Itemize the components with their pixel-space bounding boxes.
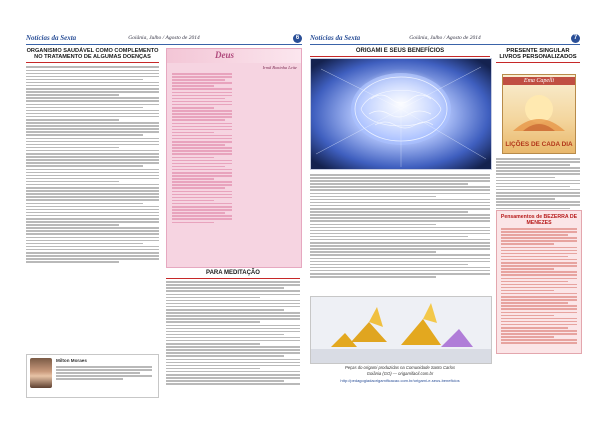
article-title: ORIGAMI E SEUS BENEFÍCIOS [355, 48, 445, 54]
left-page [26, 34, 302, 384]
site-url[interactable]: http://pedagogiadaorigamificacao.com.br/origami-e-seus-beneficios [340, 378, 460, 383]
main-article [26, 48, 159, 363]
article-title: ORGANISMO SAUDÁVEL COMO COMPLEMENTO NO TRATAMENTO DE ALGUMAS DOENÇAS [26, 48, 159, 61]
page-number: 7 [571, 34, 580, 43]
book-illustration [503, 87, 575, 135]
page-number: 6 [293, 34, 302, 43]
origami-photo [310, 296, 492, 364]
book-column-title: PRESENTE SINGULAR LIVROS PERSONALIZADOS [499, 48, 577, 61]
article-body [26, 66, 159, 262]
page-header [26, 34, 302, 45]
author-box [26, 354, 159, 398]
paper-name: Notícias da Sexta [310, 34, 361, 42]
sidebar-title: Deus [215, 50, 235, 60]
photo-caption-1: Peças do origami produzidas na Comunidade Santo Carlos [344, 365, 456, 370]
book-title: LIÇÕES DE CADA DIA [505, 141, 573, 148]
author-name: Milton Moraes [56, 358, 87, 363]
meditation-title: PARA MEDITAÇÃO [206, 270, 260, 276]
paper-name: Notícias da Sexta [26, 34, 77, 42]
book-ad [496, 48, 580, 65]
sidebar-subtitle: Irmã Boninha Leite [262, 65, 297, 70]
brain-illustration [310, 58, 492, 170]
page-header [310, 34, 580, 45]
header-date: Goiânia, Julho / Agosto de 2014 [128, 35, 200, 41]
pensamentos-box [496, 210, 582, 354]
header-date: Goiânia, Julho / Agosto de 2014 [409, 35, 481, 41]
pensamentos-title: Pensamentos de BEZERRA DE MENEZES [500, 214, 578, 227]
deus-sidebar [166, 48, 302, 268]
meditation-section [166, 270, 300, 385]
photo-caption-2: Goiânia (GO) — origamifacil.com.br [366, 371, 434, 376]
origami-cranes-image [311, 297, 491, 363]
right-page [310, 34, 580, 384]
book-author: Ema Capelli [503, 77, 575, 85]
author-photo [30, 358, 52, 388]
brain-image [311, 59, 491, 169]
book-cover [502, 74, 576, 154]
